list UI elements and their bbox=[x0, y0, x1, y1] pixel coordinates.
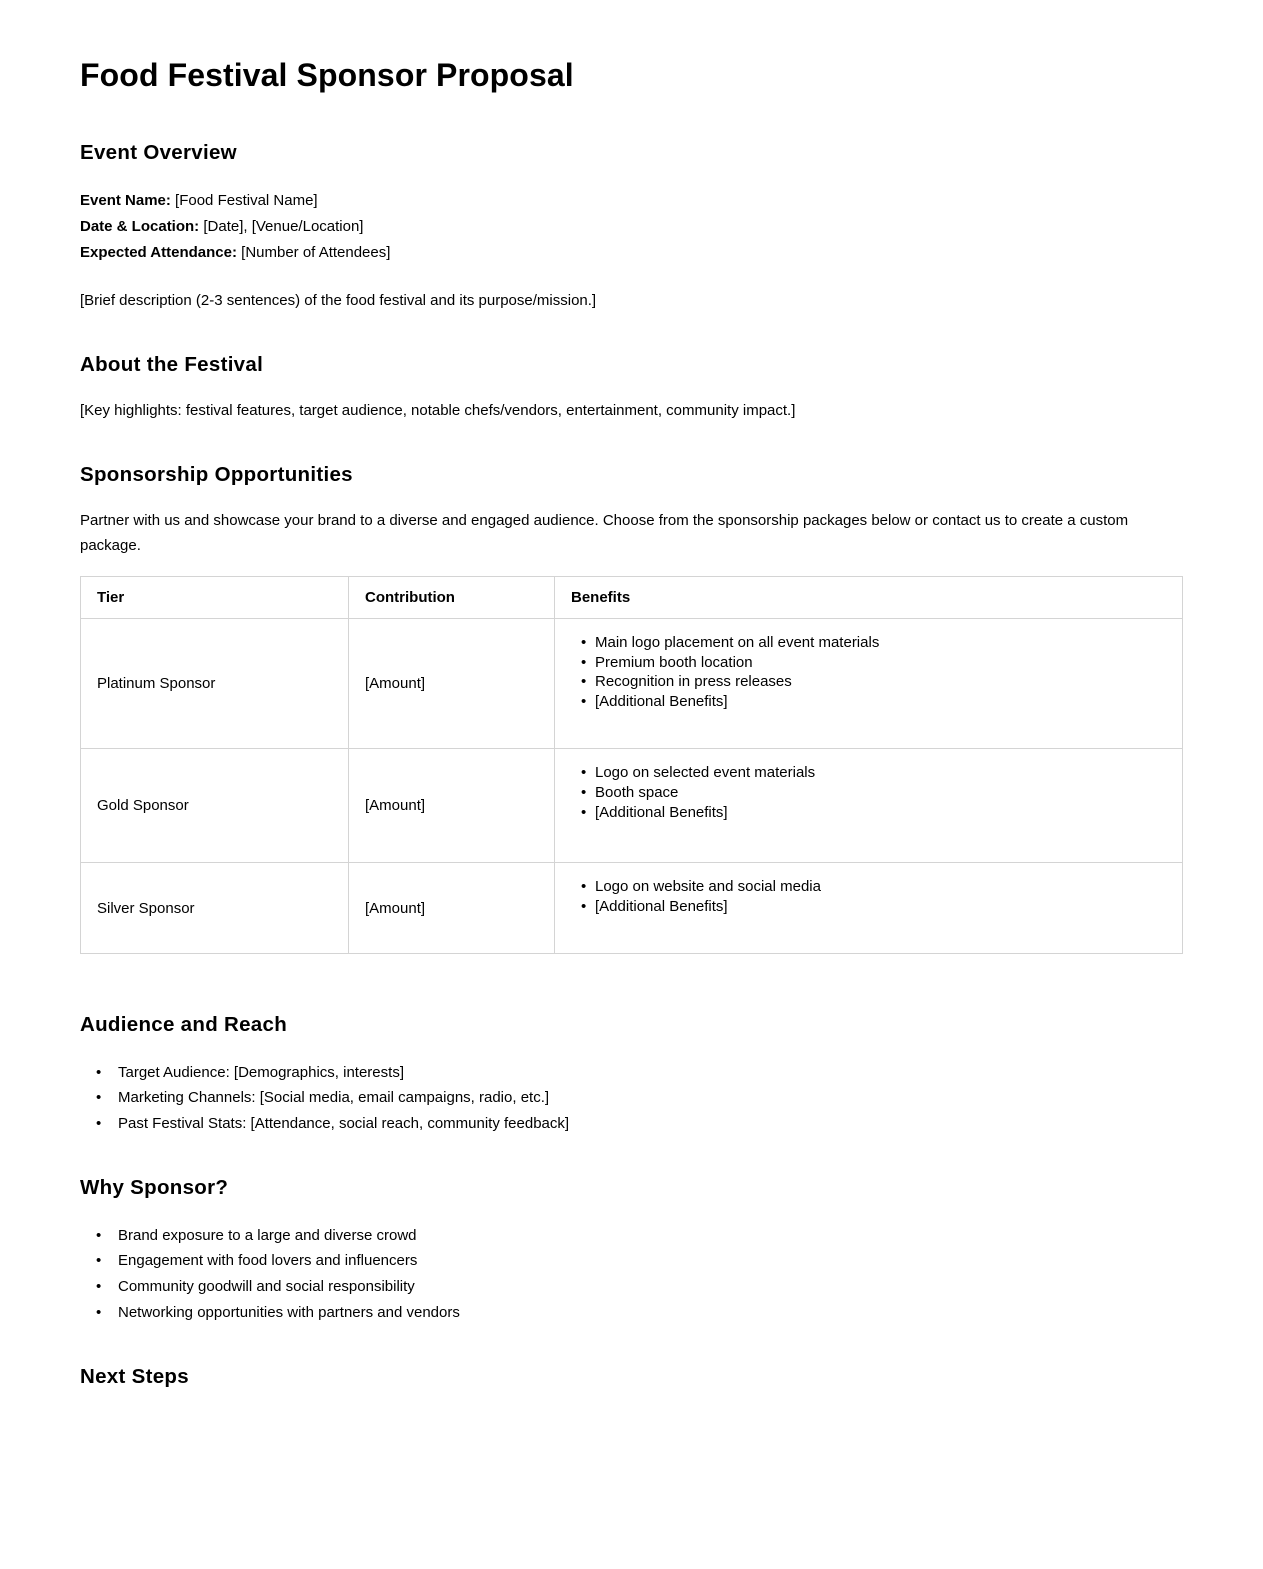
list-item: • Marketing Channels: [Social media, email campaigns, radio, etc.] bbox=[106, 1085, 1183, 1111]
section-about-festival bbox=[80, 352, 1183, 424]
cell-tier-gold: Gold Sponsor bbox=[81, 749, 349, 863]
audience-reach-list bbox=[80, 1060, 1183, 1137]
section-audience-and-reach bbox=[80, 1012, 1183, 1137]
page-title: Food Festival Sponsor Proposal bbox=[80, 57, 574, 93]
cell-benefits-platinum bbox=[555, 618, 1183, 748]
list-item: • Booth space bbox=[595, 783, 1168, 803]
field-event-name bbox=[80, 188, 1183, 214]
list-item: • Premium booth location bbox=[595, 653, 1168, 673]
field-expected-attendance-label: Expected Attendance: bbox=[80, 243, 237, 261]
cell-tier-silver: Silver Sponsor bbox=[81, 863, 349, 954]
event-overview-fields bbox=[80, 188, 1183, 265]
section-event-overview bbox=[80, 140, 1183, 313]
section-sponsorship-opportunities bbox=[80, 462, 1183, 974]
table-row bbox=[81, 749, 1183, 863]
heading-event-overview: Event Overview bbox=[80, 141, 237, 165]
field-event-name-value: [Food Festival Name] bbox=[175, 192, 318, 210]
column-header-tier: Tier bbox=[81, 576, 349, 618]
field-date-location-label: Date & Location: bbox=[80, 217, 200, 235]
heading-sponsorship-opportunities: Sponsorship Opportunities bbox=[80, 462, 353, 486]
benefit-list-gold bbox=[571, 763, 1168, 822]
field-date-location-value: [Date], [Venue/Location] bbox=[203, 217, 364, 235]
cell-contribution-silver: [Amount] bbox=[349, 863, 555, 954]
cell-benefits-silver bbox=[555, 863, 1183, 954]
table-row bbox=[81, 863, 1183, 954]
cell-benefits-gold bbox=[555, 749, 1183, 863]
list-item: • Engagement with food lovers and influencers bbox=[106, 1248, 1183, 1274]
list-item: • [Additional Benefits] bbox=[595, 803, 1168, 823]
table-spacer bbox=[80, 954, 1183, 974]
heading-why-sponsor: Why Sponsor? bbox=[80, 1176, 229, 1200]
list-item: • [Additional Benefits] bbox=[595, 897, 1168, 917]
list-item: • Networking opportunities with partners and vendors bbox=[106, 1300, 1183, 1326]
table-row bbox=[81, 618, 1183, 748]
heading-audience-and-reach: Audience and Reach bbox=[80, 1013, 288, 1037]
list-item: • Past Festival Stats: [Attendance, social reach, community feedback] bbox=[106, 1111, 1183, 1137]
column-header-contribution: Contribution bbox=[349, 576, 555, 618]
cell-contribution-platinum: [Amount] bbox=[349, 618, 555, 748]
list-item: • Brand exposure to a large and diverse crowd bbox=[106, 1223, 1183, 1249]
cell-tier-platinum: Platinum Sponsor bbox=[81, 618, 349, 748]
heading-next-steps: Next Steps bbox=[80, 1364, 189, 1388]
list-item: • Recognition in press releases bbox=[595, 672, 1168, 692]
sponsorship-tiers-table bbox=[80, 576, 1183, 954]
field-expected-attendance bbox=[80, 240, 1183, 266]
benefit-list-silver bbox=[571, 877, 1168, 917]
list-item: • Logo on website and social media bbox=[595, 877, 1168, 897]
list-item: • Logo on selected event materials bbox=[595, 763, 1168, 783]
heading-about-festival: About the Festival bbox=[80, 352, 264, 376]
event-overview-description: [Brief description (2-3 sentences) of the food festival and its purpose/mission.] bbox=[80, 292, 597, 310]
why-sponsor-list bbox=[80, 1223, 1183, 1326]
field-date-location bbox=[80, 214, 1183, 240]
list-item: • [Additional Benefits] bbox=[595, 692, 1168, 712]
sponsorship-intro: Partner with us and showcase your brand to a diverse and engaged audience. Choose from the sponsorship packages below or contact us to create a custom package. bbox=[80, 512, 1129, 554]
section-next-steps bbox=[80, 1364, 1183, 1390]
list-item: • Target Audience: [Demographics, interests] bbox=[106, 1060, 1183, 1086]
cell-contribution-gold: [Amount] bbox=[349, 749, 555, 863]
about-festival-description: [Key highlights: festival features, target audience, notable chefs/vendors, entertainment, community impact.] bbox=[80, 402, 796, 420]
column-header-benefits: Benefits bbox=[555, 576, 1183, 618]
section-why-sponsor bbox=[80, 1175, 1183, 1326]
list-item: • Main logo placement on all event materials bbox=[595, 633, 1168, 653]
table-header-row bbox=[81, 576, 1183, 618]
list-item: • Community goodwill and social responsibility bbox=[106, 1274, 1183, 1300]
benefit-list-platinum bbox=[571, 633, 1168, 712]
field-expected-attendance-value: [Number of Attendees] bbox=[241, 243, 391, 261]
field-event-name-label: Event Name: bbox=[80, 192, 171, 210]
